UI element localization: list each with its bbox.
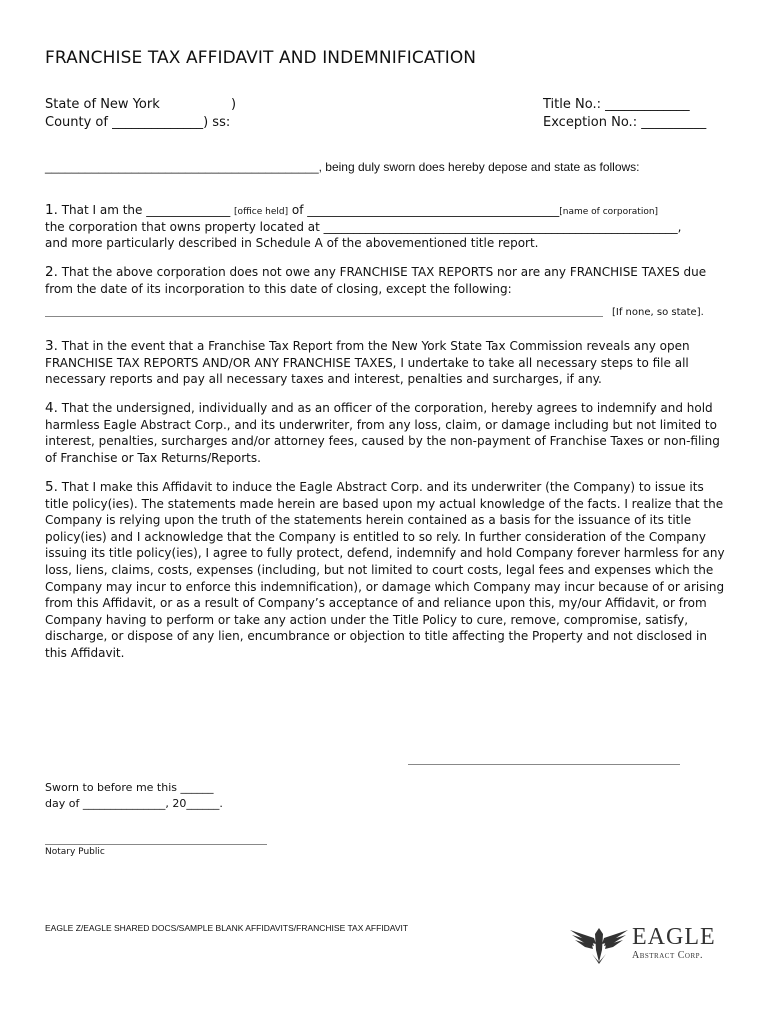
state-line: State of New York (45, 97, 160, 112)
eagle-abstract-logo (568, 922, 718, 966)
paragraph-number: 2. (45, 264, 58, 280)
logo-wordmark: EAGLE (632, 924, 716, 950)
signature-line (408, 764, 680, 765)
corporation-name-label: [name of corporation] (559, 207, 659, 217)
exceptions-line (45, 316, 603, 317)
eagle-icon (568, 922, 630, 966)
paragraph-text: That the above corporation does not owe any FRANCHISE TAX REPORTS nor are any FRANCHISE TAXES due from the date of its incorporation to this date of closing, except the following: (45, 265, 707, 296)
sworn-line-1: Sworn to before me this ______ (45, 781, 214, 794)
deponent-statement: _________________________________________, being duly sworn does hereby depose and state as follows: (45, 160, 640, 174)
notary-label: Notary Public (45, 847, 105, 857)
schedule-a-line: and more particularly described in Schedule A of the abovementioned title report. (45, 236, 539, 250)
paragraph-5 (45, 479, 725, 662)
property-location-line: the corporation that owns property located at ___________________________________________________________, (45, 220, 682, 234)
office-held-label: [office held] (234, 207, 289, 217)
paragraph-text: That in the event that a Franchise Tax Report from the New York State Tax Commission reveals any open FRANCHISE TAX REPORTS AND/OR ANY FRANCHISE TAXES, I undertake to take all necessary steps to file all necessary reports and pay all necessary taxes and interest, penalties and surcharges, if any. (45, 339, 690, 387)
logo-subtitle: Abstract Corp. (632, 950, 704, 961)
state-paren: ) (231, 97, 237, 112)
paragraph-text: That the undersigned, individually and as an officer of the corporation, hereby agrees to indemnify and hold harmless Eagle Abstract Corp., and its underwriter, from any loss, claim, or damage including but not limited to interest, penalties, surcharges and/or attorney fees, caused by the non-payment of Franchise Taxes or non-filing of Franchise or Tax Returns/Reports. (45, 401, 720, 465)
sworn-block (45, 780, 223, 812)
paragraph-1 (45, 202, 725, 221)
paragraph-number: 5. (45, 479, 58, 495)
county-line: County of ______________) ss: (45, 115, 231, 130)
notary-signature-line (45, 844, 267, 845)
paragraph-3 (45, 338, 725, 388)
footer-path: EAGLE Z/EAGLE SHARED DOCS/SAMPLE BLANK AFFIDAVITS/FRANCHISE TAX AFFIDAVIT (45, 923, 409, 933)
exception-number: Exception No.: __________ (543, 115, 707, 130)
document-title: FRANCHISE TAX AFFIDAVIT AND INDEMNIFICATION (45, 48, 477, 68)
office-clause: That I am the ______________ (57, 203, 235, 217)
paragraph-text: That I make this Affidavit to induce the Eagle Abstract Corp. and its underwriter (the Company) to issue its title policy(ies). The statements made herein are based upon my actual knowledge of the facts. I realize that the Company is relying upon the truth of the statements herein contained as a basis for the issuance of its title policy(ies) and I acknowledge that the Company is entitled to so rely. In further consideration of the Company issuing its title policy(ies), I agree to fully protect, defend, indemnify and hold Company forever harmless for any loss, liens, claims, costs, expenses (including, but not limited to court costs, legal fees and expenses which the Company may incur to enforce this indemnification), or damage which Company may incur because of or arising from this Affidavit, or as a result of Company’s acceptance of and reliance upon this, my/our Affidavit, or from Company having to perform or take any action under the Title Policy to cure, remove, compromise, satisfy, discharge, or dispose of any lien, encumbrance or objection to title affecting the Property and not disclosed in this Affidavit. (45, 480, 725, 660)
paragraph-4 (45, 400, 725, 466)
paragraph-number: 3. (45, 338, 58, 354)
if-none-note: [If none, so state]. (612, 307, 704, 318)
paragraph-number: 4. (45, 400, 58, 416)
title-number: Title No.: _____________ (543, 97, 690, 112)
corporation-clause: of __________________________________________ (288, 203, 560, 217)
paragraph-2 (45, 264, 725, 297)
sworn-line-2: day of _______________, 20______. (45, 797, 223, 810)
paragraph-number: 1. (45, 202, 58, 218)
